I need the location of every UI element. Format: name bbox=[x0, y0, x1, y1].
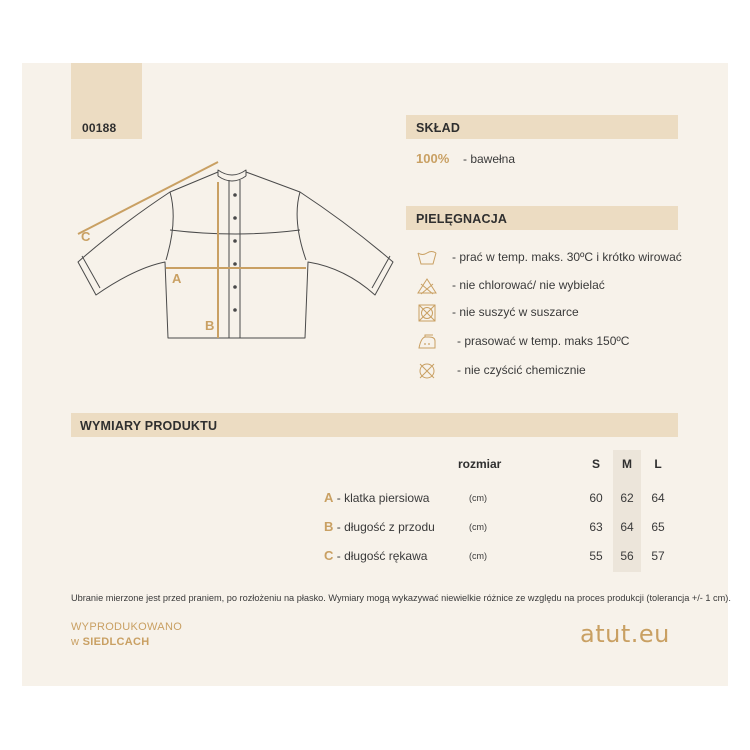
care-item-bleach bbox=[416, 276, 686, 296]
dim-row-b-s: 63 bbox=[589, 520, 603, 534]
brand-logo[interactable]: atut.eu bbox=[580, 620, 670, 648]
dim-row-a-unit: (cm) bbox=[469, 493, 487, 503]
size-header: rozmiar bbox=[458, 457, 502, 471]
made-in-line1: WYPRODUKOWANO bbox=[71, 621, 183, 633]
dim-row-a-label bbox=[324, 490, 429, 505]
care-heading: PIELĘGNACJA bbox=[416, 212, 508, 226]
wash-30-icon bbox=[416, 248, 438, 268]
dim-row-c-text: - długość rękawa bbox=[336, 549, 428, 563]
composition-material: - bawełna bbox=[463, 152, 516, 166]
dim-row-c-unit: (cm) bbox=[469, 551, 487, 561]
dim-row-b-m: 64 bbox=[620, 520, 634, 534]
composition-heading: SKŁAD bbox=[416, 121, 461, 135]
care-item-dry bbox=[416, 303, 686, 323]
care-item-wash bbox=[416, 248, 686, 268]
diagram-label-a: A bbox=[172, 271, 182, 286]
dim-row-c-label bbox=[324, 548, 427, 563]
dim-row-b-text: - długość z przodu bbox=[336, 520, 435, 534]
no-bleach-icon bbox=[416, 276, 438, 296]
made-in-line2 bbox=[71, 636, 149, 648]
dimensions-heading: WYMIARY PRODUKTU bbox=[80, 419, 218, 433]
dim-row-b-l: 65 bbox=[651, 520, 665, 534]
size-s: S bbox=[591, 457, 600, 471]
dim-row-a-text: - klatka piersiowa bbox=[336, 491, 430, 505]
care-text-iron: - prasować w temp. maks 150ºC bbox=[457, 334, 630, 348]
care-text-bleach: - nie chlorować/ nie wybielać bbox=[452, 278, 605, 292]
product-code: 00188 bbox=[82, 121, 117, 135]
dim-row-a-m: 62 bbox=[620, 491, 634, 505]
dim-row-a-l: 64 bbox=[651, 491, 665, 505]
iron-150-icon bbox=[416, 332, 438, 352]
dim-row-c-letter: C bbox=[324, 548, 334, 563]
jacket-diagram bbox=[60, 150, 400, 350]
care-text-dry: - nie suszyć w suszarce bbox=[452, 305, 579, 319]
no-dry-clean-icon bbox=[416, 361, 438, 381]
dim-row-b-letter: B bbox=[324, 519, 334, 534]
diagram-label-b: B bbox=[205, 318, 215, 333]
measurement-note: Ubranie mierzone jest przed praniem, po rozłożeniu na płasko. Wymiary mogą wykazywać niewielkie różnice ze względu na proces produkcji (tolerancja +/- 1 cm). bbox=[71, 593, 731, 603]
size-m: M bbox=[622, 457, 632, 471]
dim-row-c-s: 55 bbox=[589, 549, 603, 563]
composition-percent: 100% bbox=[416, 151, 450, 166]
dim-row-a-s: 60 bbox=[589, 491, 603, 505]
diagram-label-c: C bbox=[81, 229, 91, 244]
size-l: L bbox=[654, 457, 662, 471]
dim-row-c-l: 57 bbox=[651, 549, 665, 563]
dim-row-c-m: 56 bbox=[620, 549, 634, 563]
no-tumble-dry-icon bbox=[416, 303, 438, 323]
care-item-iron bbox=[416, 332, 686, 352]
made-in-place: SIEDLCACH bbox=[82, 636, 150, 648]
made-in-prefix: w bbox=[71, 636, 83, 648]
care-text-dryclean: - nie czyścić chemicznie bbox=[457, 363, 586, 377]
dim-row-b-unit: (cm) bbox=[469, 522, 487, 532]
care-text-wash: - prać w temp. maks. 30ºC i krótko wirować bbox=[452, 250, 682, 264]
care-item-dryclean bbox=[416, 361, 686, 381]
dim-row-a-letter: A bbox=[324, 490, 334, 505]
dim-row-b-label bbox=[324, 519, 435, 534]
